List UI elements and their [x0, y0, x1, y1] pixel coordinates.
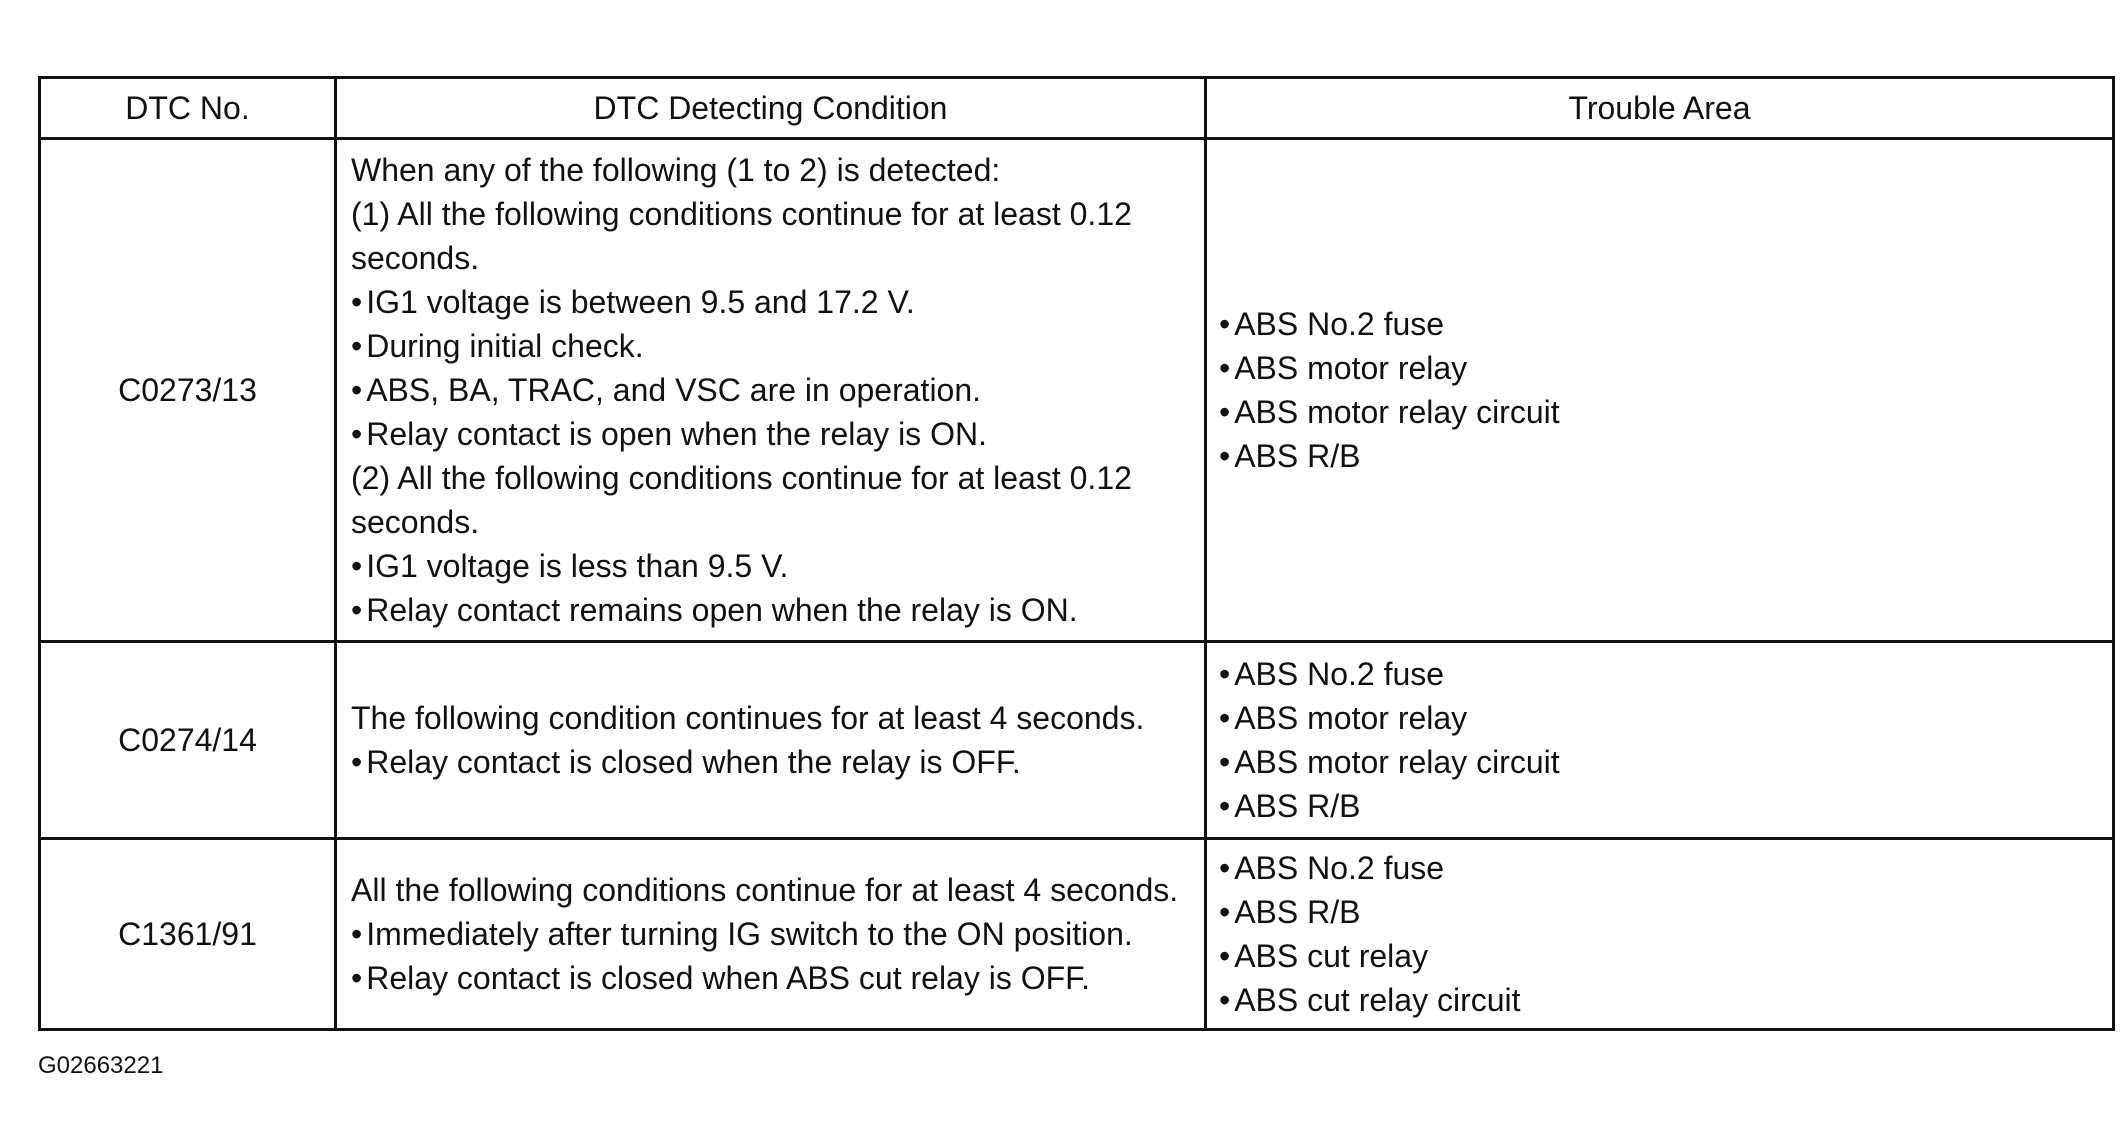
trouble-area-item: • ABS No.2 fuse — [1219, 846, 2112, 890]
table-row — [40, 641, 2114, 838]
condition-bullet: • Relay contact is open when the relay is ON. — [351, 412, 1194, 456]
dtc-code: C0273/13 — [40, 139, 336, 642]
header-trouble-area: Trouble Area — [1206, 78, 2114, 139]
figure-id: G02663221 — [38, 1052, 164, 1079]
trouble-area — [1206, 139, 2114, 642]
condition-line: All the following conditions continue for at least 4 seconds. — [351, 871, 1179, 908]
detecting-condition — [336, 139, 1206, 642]
trouble-area-item: • ABS motor relay circuit — [1219, 390, 2112, 434]
condition-line: When any of the following (1 to 2) is detected: — [351, 151, 1001, 188]
condition-bullet: • IG1 voltage is less than 9.5 V. — [351, 544, 1194, 588]
condition-line: seconds. — [351, 503, 480, 540]
trouble-area-item: • ABS cut relay circuit — [1219, 978, 2112, 1022]
condition-bullet: • During initial check. — [351, 324, 1194, 368]
condition-bullet: • IG1 voltage is between 9.5 and 17.2 V. — [351, 280, 1194, 324]
dtc-code: C0274/14 — [40, 641, 336, 838]
trouble-area-item: • ABS motor relay — [1219, 346, 2112, 390]
trouble-area-item: • ABS cut relay — [1219, 934, 2112, 978]
table-row — [40, 838, 2114, 1029]
condition-bullet: • ABS, BA, TRAC, and VSC are in operation. — [351, 368, 1194, 412]
condition-bullet: • Relay contact remains open when the relay is ON. — [351, 588, 1194, 632]
dtc-code: C1361/91 — [40, 838, 336, 1029]
trouble-area — [1206, 838, 2114, 1029]
trouble-area-item: • ABS No.2 fuse — [1219, 652, 2112, 696]
trouble-area-item: • ABS R/B — [1219, 890, 2112, 934]
condition-line: (1) All the following conditions continue for at least 0.12 — [351, 195, 1132, 232]
header-detecting-condition: DTC Detecting Condition — [336, 78, 1206, 139]
trouble-area-item: • ABS motor relay — [1219, 696, 2112, 740]
detecting-condition — [336, 641, 1206, 838]
header-row — [40, 78, 2114, 139]
header-dtc-no: DTC No. — [40, 78, 336, 139]
condition-bullet: • Relay contact is closed when ABS cut relay is OFF. — [351, 956, 1194, 1000]
trouble-area-item: • ABS R/B — [1219, 434, 2112, 478]
condition-line: (2) All the following conditions continue for at least 0.12 — [351, 459, 1132, 496]
dtc-table — [38, 76, 2115, 1031]
trouble-area-item: • ABS R/B — [1219, 784, 2112, 828]
trouble-area — [1206, 641, 2114, 838]
trouble-area-item: • ABS motor relay circuit — [1219, 740, 2112, 784]
trouble-area-item: • ABS No.2 fuse — [1219, 302, 2112, 346]
detecting-condition — [336, 838, 1206, 1029]
condition-line: The following condition continues for at least 4 seconds. — [351, 699, 1145, 736]
condition-bullet: • Relay contact is closed when the relay is OFF. — [351, 740, 1194, 784]
condition-bullet: • Immediately after turning IG switch to the ON position. — [351, 912, 1194, 956]
table-row — [40, 139, 2114, 642]
condition-line: seconds. — [351, 239, 480, 276]
